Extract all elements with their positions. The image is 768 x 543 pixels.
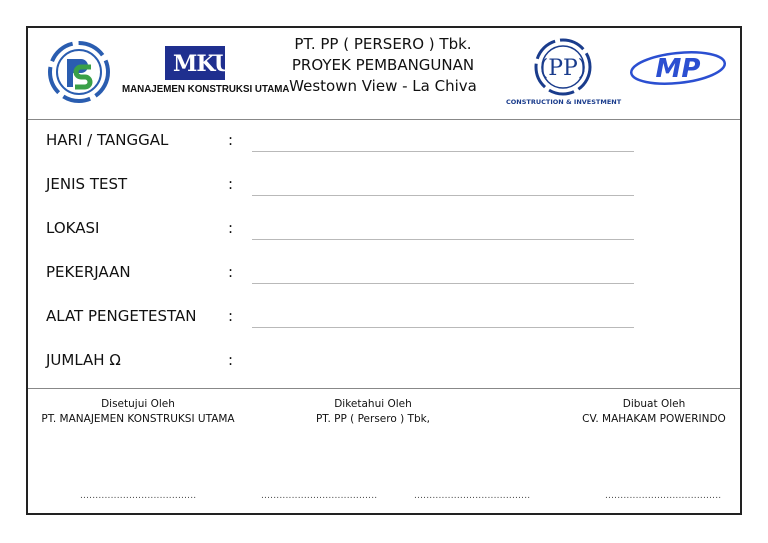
- signature-made-company: CV. MAHAKAM POWERINDO: [582, 413, 726, 425]
- field-label-location: LOKASI: [46, 219, 100, 237]
- pp-logo-icon: [506, 38, 621, 98]
- field-colon: :: [228, 307, 234, 325]
- field-label-work: PEKERJAAN: [46, 263, 131, 281]
- signature-known: [278, 397, 468, 427]
- field-label-date: HARI / TANGGAL: [46, 131, 169, 149]
- report-header: [28, 28, 740, 120]
- field-input-date[interactable]: [252, 151, 634, 152]
- signature-approved: [28, 397, 248, 427]
- svg-text:(PP): (PP): [539, 56, 587, 81]
- field-colon: :: [228, 263, 234, 281]
- signature-known-label: Diketahui Oleh: [334, 398, 412, 410]
- field-row-work: [28, 252, 740, 296]
- ps-logo-icon: [47, 39, 111, 105]
- signature-line-known-2[interactable]: ......................................: [414, 491, 531, 501]
- field-colon: :: [228, 351, 234, 369]
- field-label-test-type: JENIS TEST: [46, 175, 128, 193]
- title-line-site: Westown View - La Chiva: [289, 77, 477, 95]
- mku-company-name: MANAJEMEN KONSTRUKSI UTAMA: [122, 83, 290, 95]
- signature-section: [28, 388, 740, 516]
- signature-line-approved[interactable]: ......................................: [80, 491, 197, 501]
- field-row-location: [28, 208, 740, 252]
- signature-line-made[interactable]: ......................................: [605, 491, 722, 501]
- field-row-ohm-total: [28, 340, 740, 384]
- signature-approved-company: PT. MANAJEMEN KONSTRUKSI UTAMA: [41, 413, 235, 425]
- field-input-test-type[interactable]: [252, 195, 634, 196]
- field-colon: :: [228, 175, 234, 193]
- field-input-work[interactable]: [252, 283, 634, 284]
- field-input-location[interactable]: [252, 239, 634, 240]
- mku-logo: [122, 46, 290, 98]
- title-line-company: PT. PP ( PERSERO ) Tbk.: [294, 35, 472, 53]
- field-row-test-equipment: [28, 296, 740, 340]
- signature-approved-label: Disetujui Oleh: [101, 398, 175, 410]
- field-label-test-equipment: ALAT PENGETESTAN: [46, 307, 197, 325]
- field-colon: :: [228, 131, 234, 149]
- project-title: [283, 34, 483, 97]
- signature-made-label: Dibuat Oleh: [622, 398, 686, 410]
- signature-made: [568, 397, 740, 427]
- signature-line-known-1[interactable]: ......................................: [261, 491, 378, 501]
- field-row-test-type: [28, 164, 740, 208]
- signature-known-company: PT. PP ( Persero ) Tbk,: [315, 413, 431, 425]
- mku-logo-text: MKU: [173, 51, 232, 77]
- pp-tagline: CONSTRUCTION & INVESTMENT: [506, 98, 622, 106]
- test-report-card: [26, 26, 742, 515]
- pp-logo: [506, 38, 621, 110]
- mp-logo-icon: [628, 46, 728, 90]
- field-row-date: [28, 120, 740, 164]
- field-colon: :: [228, 219, 234, 237]
- field-label-ohm-total: JUMLAH Ω: [46, 351, 121, 369]
- field-input-test-equipment[interactable]: [252, 327, 634, 328]
- mp-logo-text: MP: [655, 54, 701, 84]
- pp-logo-text: PP: [548, 56, 578, 81]
- title-line-project: PROYEK PEMBANGUNAN: [291, 56, 475, 74]
